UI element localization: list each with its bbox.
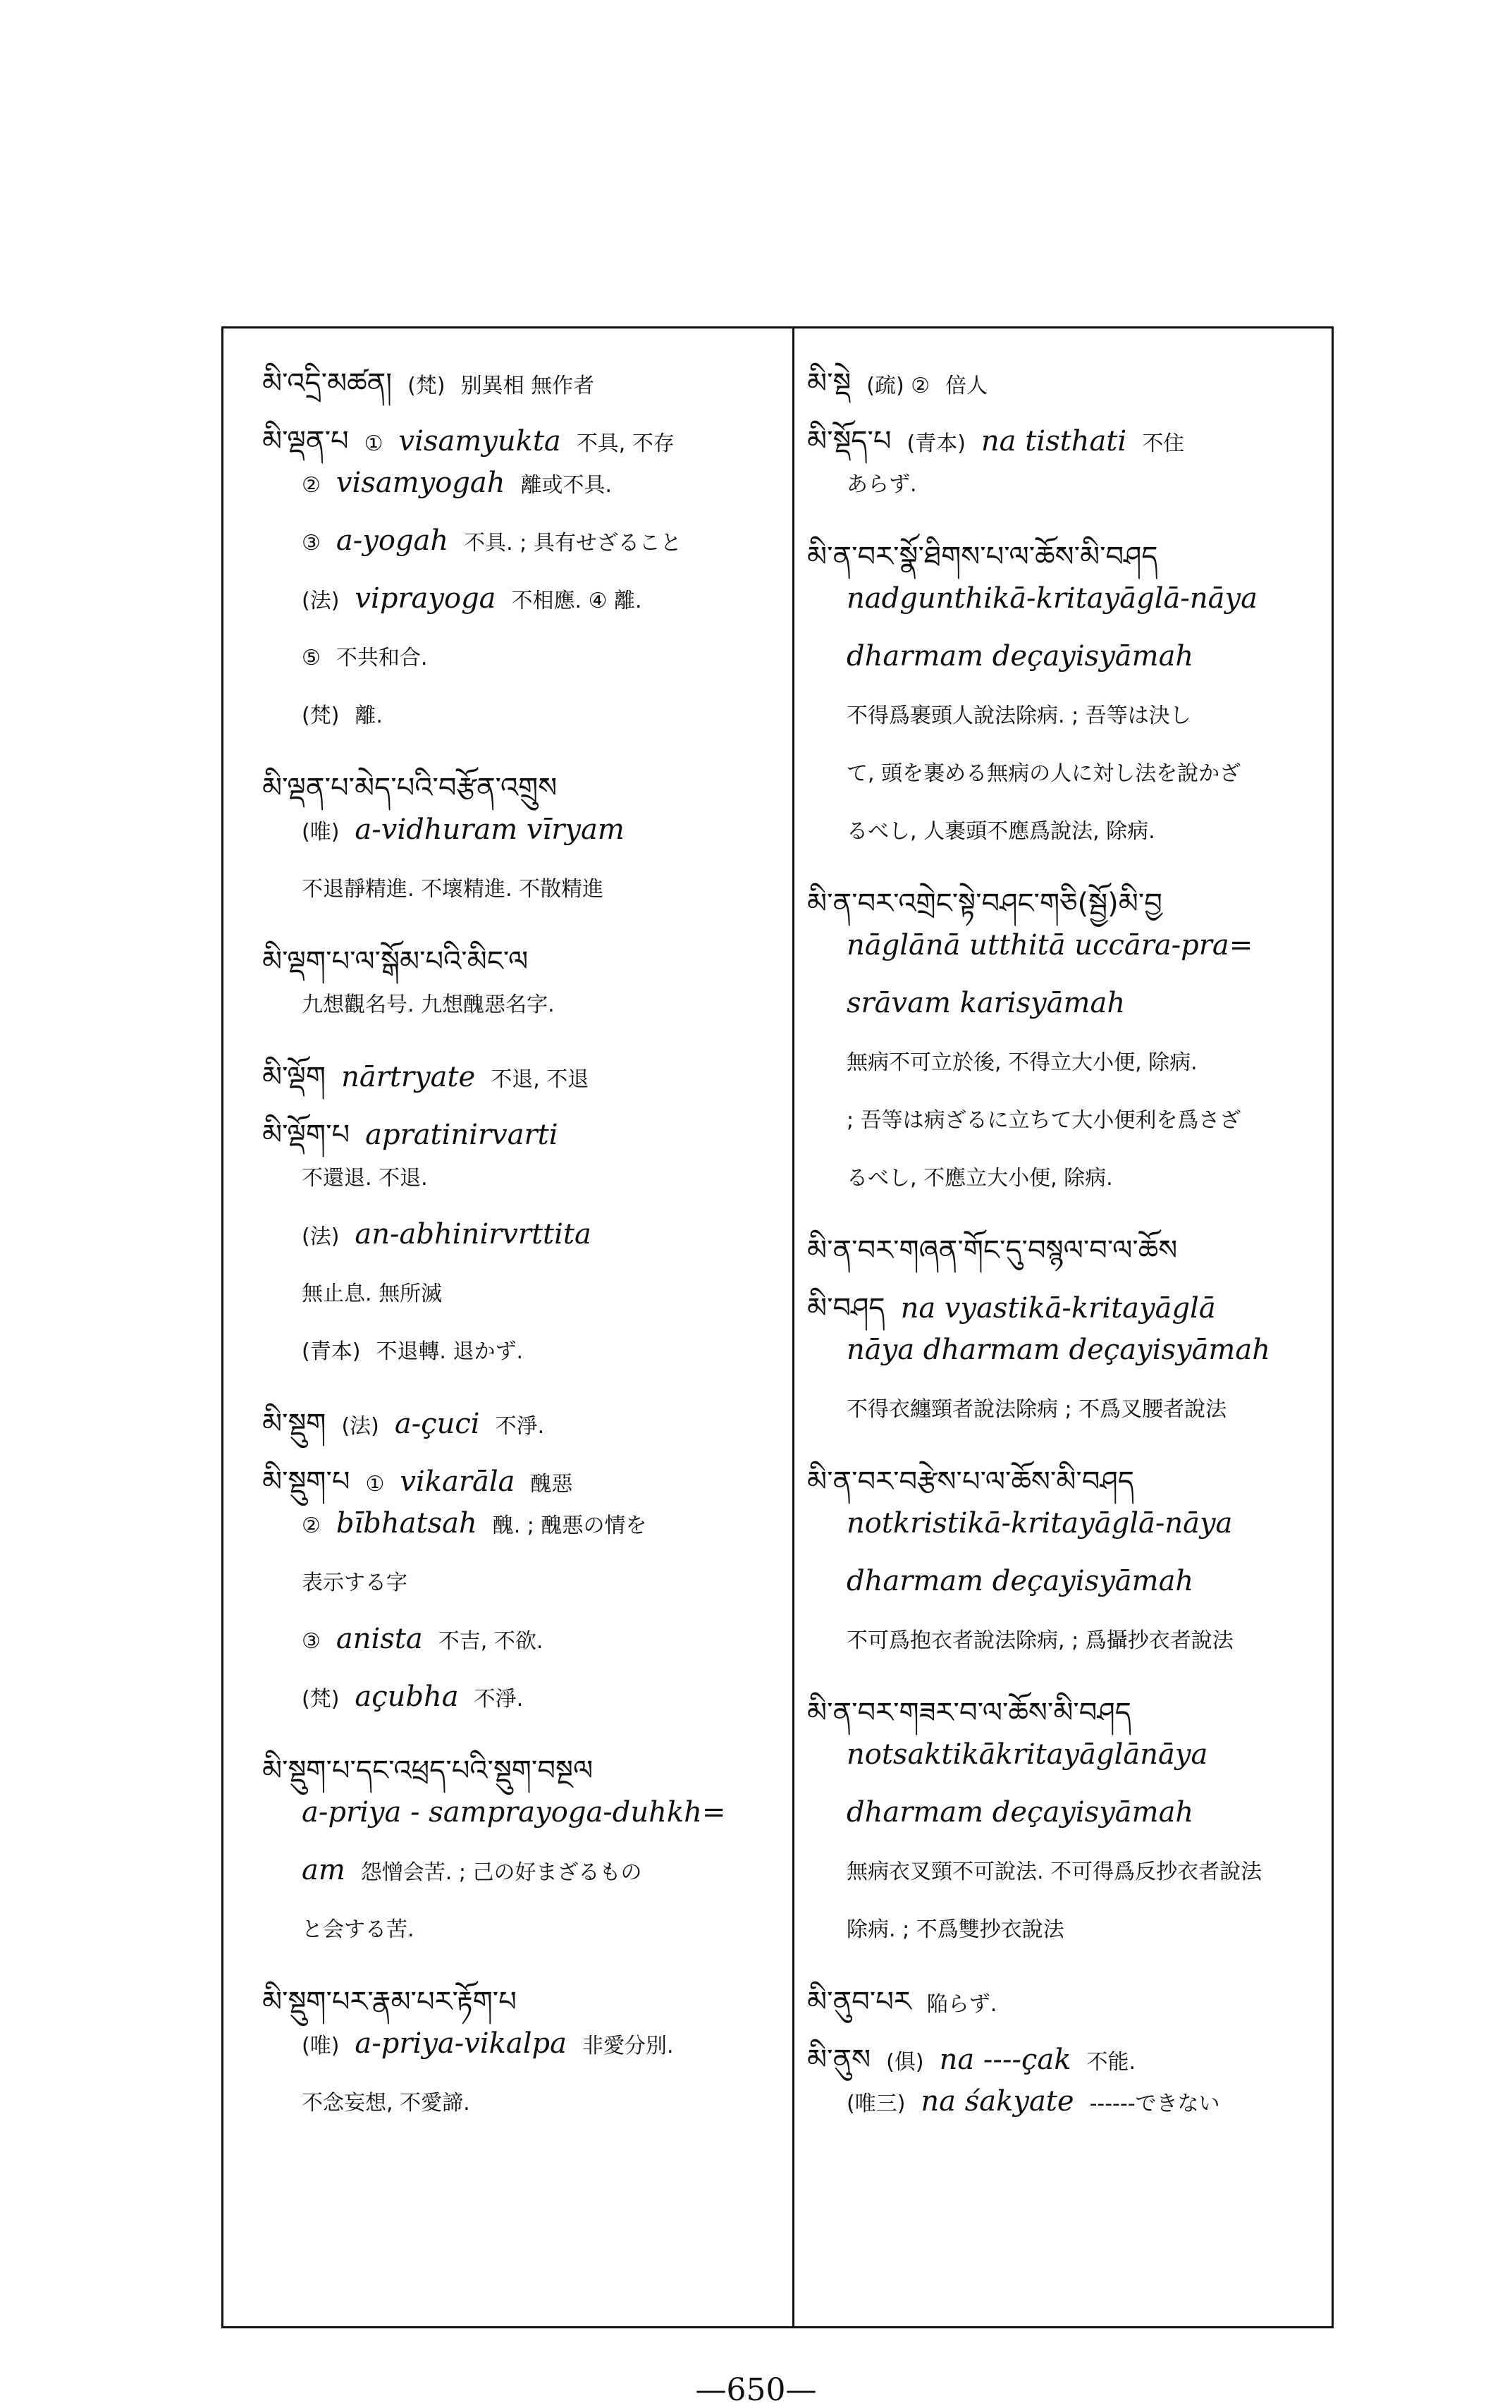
- japanese-gloss: 怨憎会苦. ; 己の好まざるもの: [360, 1860, 642, 1885]
- entry-line: [847, 1334, 1286, 1366]
- entry-line: [847, 1912, 1080, 1943]
- romanized-term: bībhatsah: [336, 1507, 477, 1540]
- japanese-gloss: 醜. ; 醜悪の情を: [492, 1513, 647, 1538]
- romanized-term: na tisthati: [981, 425, 1127, 457]
- japanese-gloss: 不還退. 不退.: [302, 1166, 428, 1191]
- entry-line: [847, 929, 1268, 962]
- romanized-term: am: [302, 1854, 345, 1886]
- japanese-gloss: 不念妄想, 不愛諦.: [302, 2091, 470, 2115]
- entry-line: [847, 1565, 1209, 1597]
- entry-line: [302, 2085, 486, 2116]
- japanese-gloss: るべし, 不應立大小便, 除病.: [847, 1166, 1113, 1191]
- japanese-gloss: 不住: [1142, 431, 1185, 456]
- romanized-term: vikarāla: [400, 1466, 515, 1498]
- romanized-term: visamyukta: [398, 425, 561, 457]
- entry-line: [847, 756, 1256, 787]
- entry-line: [847, 1160, 1129, 1191]
- entry-line: [847, 1392, 1242, 1423]
- source-tag: (俱): [886, 2050, 924, 2075]
- tibetan-headword: མི་ན་བར་འགྲེང་སྟེ་བཤང་གཅི(སྦྱོ)མི་བྱ: [807, 887, 1162, 920]
- tibetan-headword: མི་ན་བར་སྣོ་ཐིགས་པ་ལ་ཆོས་མི་བཤད: [807, 541, 1158, 573]
- romanized-term: dharmam deçayisyāmah: [847, 640, 1194, 672]
- entry-line: [847, 1796, 1209, 1829]
- japanese-gloss: 不退轉. 退かず.: [376, 1339, 524, 1364]
- entry-line: [847, 640, 1209, 672]
- entry-line: [847, 2085, 1236, 2118]
- japanese-gloss: 倍人: [945, 374, 988, 398]
- entry-line: [302, 1334, 539, 1365]
- entry-line: [847, 813, 1171, 844]
- entry-line: [847, 582, 1273, 615]
- japanese-gloss: 除病. ; 不爲雙抄衣說法: [847, 1917, 1064, 1942]
- entry-line: [847, 987, 1141, 1019]
- romanized-term: a-priya-vikalpa: [355, 2027, 567, 2060]
- romanized-term: anista: [336, 1623, 423, 1655]
- japanese-gloss: 不得爲裹頭人說法除病. ; 吾等は決し: [847, 704, 1191, 728]
- romanized-term: nadgunthikā-kritayāglā-nāya: [847, 582, 1258, 615]
- source-tag: (唯三): [847, 2091, 906, 2116]
- romanized-term: dharmam deçayisyāmah: [847, 1565, 1194, 1597]
- japanese-gloss: 不共和合.: [336, 646, 428, 670]
- source-tag: (梵): [302, 1687, 340, 1712]
- tibetan-headword: མི་ན་བར་བརྩེས་པ་ལ་ཆོས་མི་བཤད: [807, 1466, 1134, 1498]
- tibetan-headword: མི་སྡུག་པ: [262, 1466, 350, 1498]
- source-tag: (法): [302, 589, 340, 613]
- japanese-gloss: 别異相 無作者: [460, 374, 595, 398]
- japanese-gloss: るべし, 人裹頭不應爲說法, 除病.: [847, 819, 1155, 844]
- source-tag: (梵): [302, 704, 340, 728]
- japanese-gloss: 不吉, 不欲.: [438, 1629, 543, 1654]
- entry-line: [847, 1854, 1277, 1885]
- source-tag: ③: [302, 1629, 321, 1654]
- source-tag: ①: [364, 431, 383, 456]
- tibetan-headword: མི་སྡུག་པར་རྣམ་པར་རྟོག་པ: [262, 1986, 517, 2018]
- romanized-term: notkristikā-kritayāglā-nāya: [847, 1507, 1233, 1540]
- page-number: —650—: [695, 2372, 817, 2408]
- japanese-gloss: 離.: [355, 704, 383, 728]
- romanized-term: na ----çak: [939, 2044, 1071, 2076]
- entry-line: [302, 1681, 539, 1713]
- tibetan-headword: མི་ན་བར་གཞན་གོང་དུ་བསྙལ་བ་ལ་ཆོས: [807, 1234, 1178, 1267]
- entry-line: [302, 1160, 443, 1191]
- japanese-gloss: 醜惡: [530, 1472, 573, 1497]
- japanese-gloss: 陥らず.: [926, 1992, 997, 2017]
- japanese-gloss: 不可爲抱衣者說法除病, ; 爲攝抄衣者說法: [847, 1628, 1234, 1653]
- japanese-gloss: 不淨.: [474, 1687, 524, 1712]
- entry-line: [302, 987, 570, 1018]
- entry-line: [847, 1623, 1249, 1654]
- source-tag: (疏) ②: [866, 374, 930, 398]
- japanese-gloss: 無止息. 無所滅: [302, 1282, 443, 1306]
- romanized-term: açubha: [355, 1681, 459, 1713]
- tibetan-headword: མི་སྡུག: [262, 1408, 326, 1440]
- japanese-gloss: 不相應. ④ 離.: [511, 589, 642, 613]
- entry-line: [302, 813, 640, 846]
- romanized-term: na śakyate: [921, 2085, 1074, 2118]
- japanese-gloss: 無病不可立於後, 不得立大小便, 除病.: [847, 1050, 1198, 1075]
- japanese-gloss: 不具, 不存: [576, 431, 675, 456]
- entry-line: [302, 871, 619, 902]
- source-tag: (梵): [407, 374, 445, 398]
- source-tag: ⑤: [302, 646, 321, 670]
- japanese-gloss: と会する苦.: [302, 1917, 414, 1942]
- tibetan-headword: མི་བཤད: [807, 1292, 885, 1325]
- romanized-term: an-abhinirvrttita: [355, 1218, 591, 1251]
- entry-line: [302, 1912, 430, 1943]
- japanese-gloss: 不淨.: [495, 1414, 545, 1439]
- japanese-gloss: 表示する字: [302, 1571, 407, 1595]
- romanized-term: nāglānā utthitā uccāra-pra=: [847, 929, 1253, 962]
- romanized-term: nārtryate: [341, 1061, 476, 1093]
- entry-line: [302, 524, 697, 557]
- tibetan-headword: མི་ན་བར་གཟར་བ་ལ་ཆོས་མི་བཤད: [807, 1697, 1131, 1729]
- tibetan-headword: མི་འདྲི་མཚན།: [262, 367, 393, 400]
- entry-line: [302, 640, 443, 671]
- japanese-gloss: 不能.: [1086, 2050, 1136, 2075]
- tibetan-headword: མི་ལྡོག: [262, 1061, 326, 1093]
- entry-line: [847, 698, 1207, 729]
- entry-line: [302, 1623, 558, 1655]
- romanized-term: apratinirvarti: [365, 1119, 558, 1151]
- romanized-term: a-vidhuram vīryam: [355, 813, 625, 846]
- japanese-gloss: 不具. ; 具有せざること: [464, 531, 682, 555]
- romanized-term: srāvam karisyāmah: [847, 987, 1126, 1019]
- entry-line: [302, 1565, 423, 1596]
- entry-line: [302, 2027, 689, 2060]
- japanese-gloss: 不退, 不退: [491, 1067, 589, 1092]
- japanese-gloss: 不得衣纏頸者說法除病 ; 不爲叉腰者說法: [847, 1397, 1227, 1422]
- entry-line: [302, 582, 658, 615]
- japanese-gloss: 離或不具.: [520, 473, 613, 498]
- tibetan-headword: མི་སྡོད་པ: [807, 425, 892, 457]
- japanese-gloss: ; 吾等は病ざるに立ちて大小便利を爲さざ: [847, 1108, 1241, 1133]
- entry-line: [302, 1507, 662, 1540]
- romanized-term: a-priya - samprayoga-duhkh=: [302, 1796, 726, 1829]
- entry-line: [847, 1507, 1248, 1540]
- column-divider: [792, 326, 794, 2328]
- tibetan-headword: མི་སྡེ: [807, 367, 852, 400]
- romanized-term: a-çuci: [394, 1408, 480, 1440]
- tibetan-headword: མི་ལྡན་པ: [262, 425, 349, 457]
- romanized-term: visamyogah: [336, 467, 505, 499]
- entry-line: [302, 1796, 741, 1829]
- entry-line: [302, 698, 398, 729]
- romanized-term: notsaktikākritayāglānāya: [847, 1738, 1208, 1771]
- entry-line: [302, 467, 627, 499]
- tibetan-headword: མི་ནུས: [807, 2044, 871, 2076]
- source-tag: (法): [302, 1224, 340, 1249]
- japanese-gloss: 九想觀名号. 九想醜惡名字.: [302, 993, 555, 1017]
- romanized-term: a-yogah: [336, 524, 449, 557]
- source-tag: ③: [302, 531, 321, 555]
- tibetan-headword: མི་ནུབ་པར: [807, 1986, 911, 2018]
- entry-line: [302, 1854, 658, 1886]
- entry-line: [302, 1218, 607, 1251]
- source-tag: ①: [365, 1472, 385, 1497]
- japanese-gloss: 不退靜精進. 不壞精進. 不散精進: [302, 877, 604, 902]
- source-tag: ②: [302, 1513, 321, 1538]
- entry-line: [847, 467, 933, 498]
- romanized-term: nāya dharmam deçayisyāmah: [847, 1334, 1270, 1366]
- tibetan-headword: མི་ལྡན་པ་མེད་པའི་བརྩོན་འགྲུས: [262, 772, 558, 804]
- japanese-gloss: て, 頭を裹める無病の人に対し法を說かざ: [847, 761, 1241, 786]
- tibetan-headword: མི་སྡུག་པ་དང་འཕྲད་པའི་སྡུག་བསྔལ: [262, 1755, 594, 1787]
- source-tag: (青本): [906, 431, 966, 456]
- japanese-gloss: ------できない: [1089, 2091, 1220, 2116]
- source-tag: (唯): [302, 2034, 340, 2058]
- japanese-gloss: 無病衣叉頸不可說法. 不可得爲反抄衣者說法: [847, 1860, 1262, 1884]
- source-tag: ②: [302, 473, 321, 498]
- tibetan-headword: མི་ལྡོག་པ: [262, 1119, 350, 1151]
- japanese-gloss: 非愛分別.: [582, 2034, 674, 2058]
- tibetan-headword: མི་ལྡག་པ་ལ་སྒོམ་པའི་མིང་ལ: [262, 945, 529, 978]
- entry-line: [847, 1102, 1256, 1134]
- romanized-term: na vyastikā-kritayāglā: [900, 1292, 1216, 1325]
- entry-line: [847, 1045, 1213, 1076]
- romanized-term: dharmam deçayisyāmah: [847, 1796, 1194, 1829]
- source-tag: (法): [341, 1414, 379, 1439]
- japanese-gloss: あらず.: [847, 472, 917, 497]
- source-tag: (唯): [302, 820, 340, 844]
- entry-line: [847, 1738, 1223, 1771]
- entry-line: [302, 1276, 457, 1307]
- romanized-term: viprayoga: [355, 582, 496, 615]
- source-tag: (青本): [302, 1339, 361, 1364]
